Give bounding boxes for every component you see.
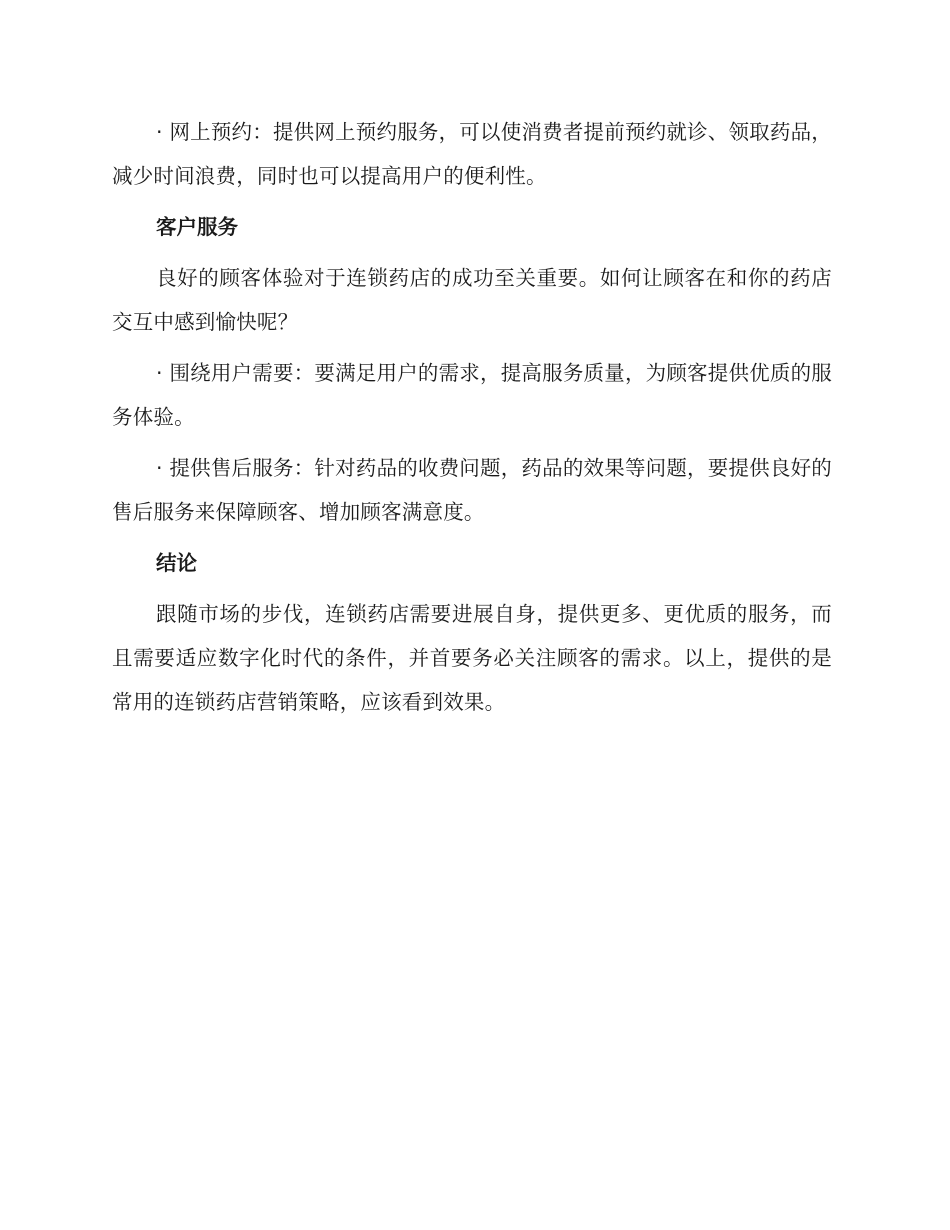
- heading-conclusion: 结论: [156, 551, 197, 575]
- paragraph-user-needs: · 围绕用户需要：要满足用户的需求，提高服务质量，为顾客提供优质的服务体验。: [112, 361, 832, 429]
- paragraph-after-sales: · 提供售后服务：针对药品的收费问题，药品的效果等问题，要提供良好的售后服务来保障顾客、增加顾客满意度。: [112, 456, 832, 524]
- document-body: [112, 110, 832, 731]
- paragraph-conclusion: 跟随市场的步伐，连锁药店需要进展自身，提供更多、更优质的服务，而且需要适应数字化时代的条件，并首要务必关注顾客的需求。以上，提供的是常用的连锁药店营销策略，应该看到效果。: [112, 602, 832, 714]
- paragraph-customer-experience: 良好的顾客体验对于连锁药店的成功至关重要。如何让顾客在和你的药店交互中感到愉快呢？: [112, 266, 832, 334]
- heading-customer-service: 客户服务: [156, 215, 238, 239]
- paragraph-online-booking: · 网上预约：提供网上预约服务，可以使消费者提前预约就诊、领取药品，减少时间浪费，同时也可以提高用户的便利性。: [112, 120, 832, 188]
